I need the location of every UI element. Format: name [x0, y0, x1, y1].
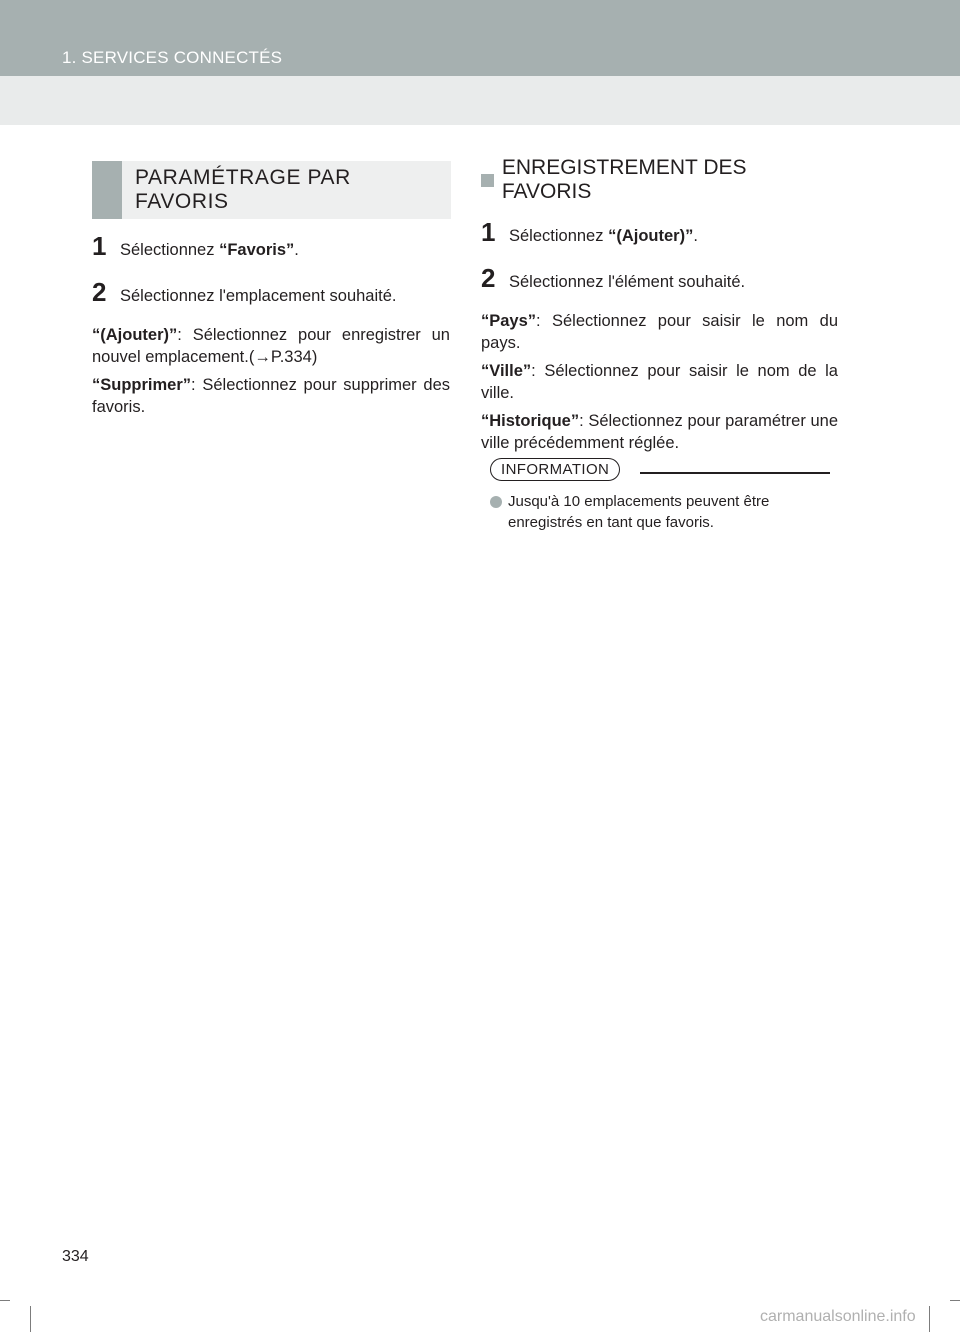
section-heading-bar [92, 161, 122, 219]
step-1 [92, 232, 450, 264]
step-text: Sélectionnez l'emplacement souhaité. [120, 287, 397, 305]
information-item: Jusqu'à 10 emplacements peuvent être enregistrés en tant que favoris. [490, 491, 830, 533]
step-text: Sélectionnez “Favoris”. [120, 241, 299, 259]
step-2 [481, 264, 838, 296]
information-rule [640, 472, 830, 474]
crop-mark [30, 1306, 31, 1332]
step-number: 1 [481, 217, 496, 247]
square-bullet-icon [481, 174, 494, 187]
chapter-title: 1. SERVICES CONNECTÉS [62, 48, 283, 67]
item-country: “Pays”: Sélectionnez pour saisir le nom du pays. [481, 312, 838, 352]
step-1 [481, 218, 838, 250]
crop-mark [0, 1300, 10, 1301]
information-box [490, 458, 830, 533]
information-label: INFORMATION [490, 458, 620, 481]
item-history: “Historique”: Sélectionnez pour paramétrer une ville précédemment réglée. [481, 412, 838, 452]
section-title: PARAMÉTRAGE PAR FAVORIS [135, 166, 351, 213]
step-text: Sélectionnez l'élément souhaité. [509, 273, 746, 291]
step-text: Sélectionnez “(Ajouter)”. [509, 227, 698, 245]
item-add: “(Ajouter)”: Sélectionnez pour enregistrer un nouvel emplacement.(→P.334) [92, 326, 450, 366]
page-number: 334 [62, 1248, 89, 1265]
right-column [481, 156, 838, 460]
item-delete: “Supprimer”: Sélectionnez pour supprimer des favoris. [92, 376, 450, 416]
left-column [92, 232, 450, 424]
section-heading-box [92, 161, 451, 219]
watermark: carmanualsonline.info [760, 1308, 916, 1325]
crop-mark [950, 1300, 960, 1301]
crop-mark [929, 1306, 930, 1332]
circle-bullet-icon [490, 496, 502, 508]
sub-heading: ENREGISTREMENT DES FAVORIS [481, 156, 838, 204]
step-number: 2 [481, 263, 496, 293]
step-number: 2 [92, 277, 107, 307]
step-number: 1 [92, 231, 107, 261]
step-2 [92, 278, 450, 310]
item-city: “Ville”: Sélectionnez pour saisir le nom de la ville. [481, 362, 838, 402]
